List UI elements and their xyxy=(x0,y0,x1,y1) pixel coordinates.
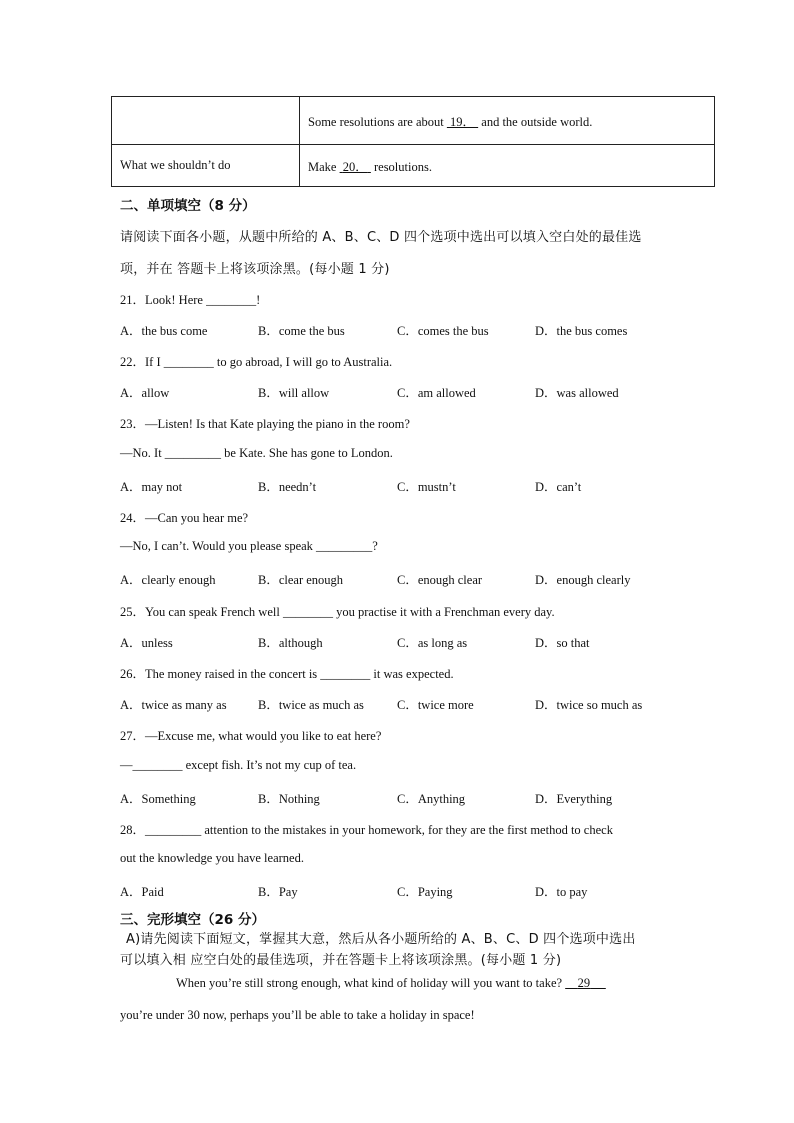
question-25-stem: 25．You can speak French well ________ you practise it with a Frenchman every day. xyxy=(120,605,555,619)
option-a: A．Something xyxy=(120,792,196,806)
passage-text: When you’re still strong enough, what kind of holiday will you want to take? xyxy=(176,976,566,990)
table-cell-right xyxy=(300,97,715,145)
option-c: C．Paying xyxy=(397,885,453,899)
question-28-stem-line2: out the knowledge you have learned. xyxy=(120,851,304,865)
question-22-stem: 22．If I ________ to go abroad, I will go to Australia. xyxy=(120,355,393,369)
option-c: C．twice more xyxy=(397,698,474,712)
option-a: A．unless xyxy=(120,636,173,650)
blank-number: 19． xyxy=(450,114,476,129)
option-c: C．am allowed xyxy=(397,386,476,400)
option-c: C．enough clear xyxy=(397,573,483,587)
blank-number: 29 xyxy=(577,976,591,990)
option-b: B．although xyxy=(258,636,323,650)
option-d: D．so that xyxy=(535,636,590,650)
section3-instruction-line1: A)请先阅读下面短文，掌握其大意，然后从各小题所给的 A、B、C、D 四个选项中选出 xyxy=(126,932,636,947)
resolutions-table xyxy=(111,96,715,187)
table-row xyxy=(112,97,715,145)
option-a: A．may not xyxy=(120,480,183,494)
option-d: D．twice so much as xyxy=(535,698,643,712)
blank-number: 20． xyxy=(342,159,368,174)
option-d: D．was allowed xyxy=(535,386,619,400)
option-b: B．Nothing xyxy=(258,792,320,806)
option-a: A．the bus come xyxy=(120,324,208,338)
option-a: A．Paid xyxy=(120,885,164,899)
blank-29 xyxy=(565,976,606,990)
table-cell-left xyxy=(112,145,300,187)
cell-text: Make xyxy=(308,159,340,174)
section3-instruction-line2: 可以填入相 应空白处的最佳选项，并在答题卡上将该项涂黑。(每小题 1 分) xyxy=(120,953,562,968)
question-27-stem: 27．—Excuse me, what would you like to eat here? xyxy=(120,729,382,743)
option-b: B．twice as much as xyxy=(258,698,364,712)
option-b: B．clear enough xyxy=(258,573,344,587)
section3-heading: 三、完形填空（26 分） xyxy=(120,912,265,928)
cell-text: and the outside world. xyxy=(478,114,593,129)
option-b: B．will allow xyxy=(258,386,330,400)
blank-19 xyxy=(447,115,478,129)
section2-heading: 二、单项填空（8 分） xyxy=(120,198,256,214)
option-d: D．can’t xyxy=(535,480,582,494)
cell-text: What we shouldn’t do xyxy=(120,158,231,172)
cell-text: resolutions. xyxy=(370,159,432,174)
passage-line-1 xyxy=(176,976,606,991)
option-c: C．comes the bus xyxy=(397,324,489,338)
question-23-stem: 23．—Listen! Is that Kate playing the piano in the room? xyxy=(120,417,410,431)
option-b: B．Pay xyxy=(258,885,298,899)
option-a: A．twice as many as xyxy=(120,698,227,712)
section2-instruction-line1: 请阅读下面各小题，从题中所给的 A、B、C、D 四个选项中选出可以填入空白处的最佳选 xyxy=(120,230,642,245)
table-cell-left xyxy=(112,97,300,145)
option-c: C．mustn’t xyxy=(397,480,456,494)
question-28-stem: 28．_________ attention to the mistakes in your homework, for they are the first method to check xyxy=(120,823,613,837)
question-21-stem: 21．Look! Here ________! xyxy=(120,293,261,307)
question-24-stem-line2: —No, I can’t. Would you please speak _________? xyxy=(120,539,378,553)
option-d: D．to pay xyxy=(535,885,588,899)
option-c: C．Anything xyxy=(397,792,466,806)
section2-instruction-line2: 项，并在 答题卡上将该项涂黑。(每小题 1 分) xyxy=(120,262,390,277)
option-a: A．clearly enough xyxy=(120,573,216,587)
option-c: C．as long as xyxy=(397,636,468,650)
option-b: B．come the bus xyxy=(258,324,345,338)
blank-20 xyxy=(340,160,371,174)
question-23-stem-line2: —No. It _________ be Kate. She has gone to London. xyxy=(120,446,393,460)
option-d: D．the bus comes xyxy=(535,324,628,338)
question-26-stem: 26．The money raised in the concert is ________ it was expected. xyxy=(120,667,454,681)
option-d: D．enough clearly xyxy=(535,573,631,587)
table-cell-right xyxy=(300,145,715,187)
table-row xyxy=(112,145,715,187)
question-27-stem-line2: —________ except fish. It’s not my cup of tea. xyxy=(120,758,357,772)
option-a: A．allow xyxy=(120,386,170,400)
option-d: D．Everything xyxy=(535,792,613,806)
cell-text: Some resolutions are about xyxy=(308,114,447,129)
option-b: B．needn’t xyxy=(258,480,317,494)
question-24-stem: 24．—Can you hear me? xyxy=(120,511,249,525)
passage-line-2: you’re under 30 now, perhaps you’ll be able to take a holiday in space! xyxy=(120,1008,475,1022)
